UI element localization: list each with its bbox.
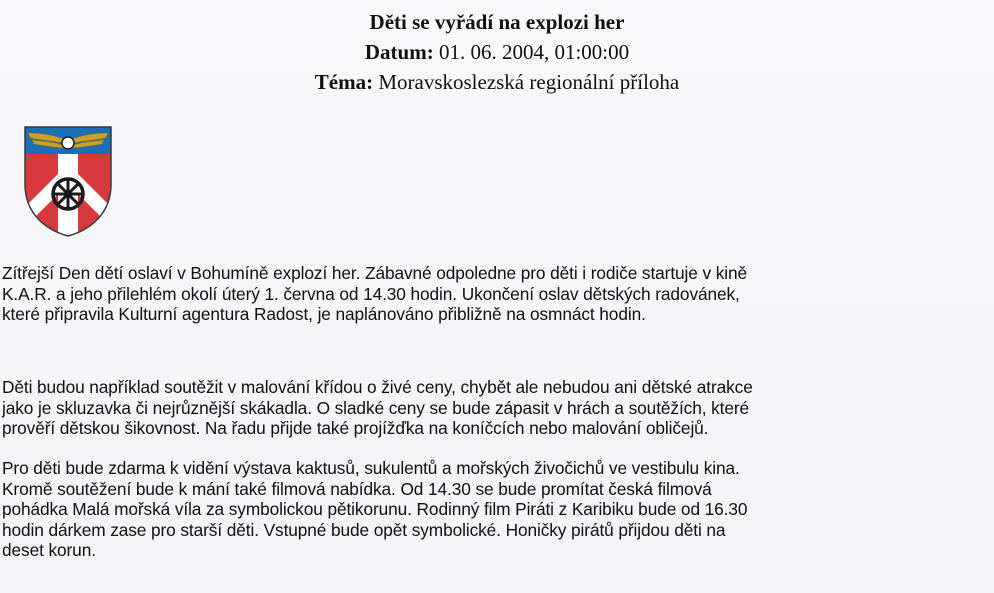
topic-label: Téma: bbox=[314, 70, 374, 94]
topic-line bbox=[0, 67, 994, 97]
bohumin-coat-of-arms-icon bbox=[22, 124, 114, 238]
article-paragraph-3: Pro děti bude zdarma k vidění výstava kaktusů, sukulentů a mořských živočichů ve vestibulu kina. Kromě soutěžení bude k mání také filmová nabídka. Od 14.30 se bude promítat česká filmová pohádka Malá mořská víla za symbolickou pětikorunu. Rodinný film Piráti z Karibiku bude od 16.30 hodin dárkem zase pro starší děti. Vstupné bude opět symbolické. Honičky pirátů přijdou děti na deset korun. bbox=[2, 458, 748, 560]
article-header bbox=[0, 7, 994, 97]
topic-value: Moravskoslezská regionální příloha bbox=[378, 70, 680, 94]
date-label: Datum: bbox=[364, 40, 434, 64]
crest-black-wheel bbox=[53, 179, 83, 209]
article-title: Děti se vyřádí na explozi her bbox=[369, 10, 625, 34]
article-paragraph-2: Děti budou například soutěžit v malování křídou o živé ceny, chybět ale nebudou ani dětské atrakce jako je skluzavka či nejrůznější skákadla. O sladké ceny se bude zápasit v hrách a soutěžích, které prověří dětskou šikovnost. Na řadu přijde také projížďka na koníčcích nebo malování obličejů. bbox=[2, 377, 753, 438]
article-paragraph-1: Zítřejší Den dětí oslaví v Bohumíně explozí her. Zábavné odpoledne pro děti i rodiče startuje v kině K.A.R. a jeho přilehlém okolí úterý 1. června od 14.30 hodin. Ukončení oslav dětských radovánek, které připravila Kulturní agentura Radost, je naplánováno přibližně na osmnáct hodin. bbox=[2, 263, 748, 324]
date-value: 01. 06. 2004, 01:00:00 bbox=[438, 40, 630, 64]
date-line bbox=[0, 37, 994, 67]
